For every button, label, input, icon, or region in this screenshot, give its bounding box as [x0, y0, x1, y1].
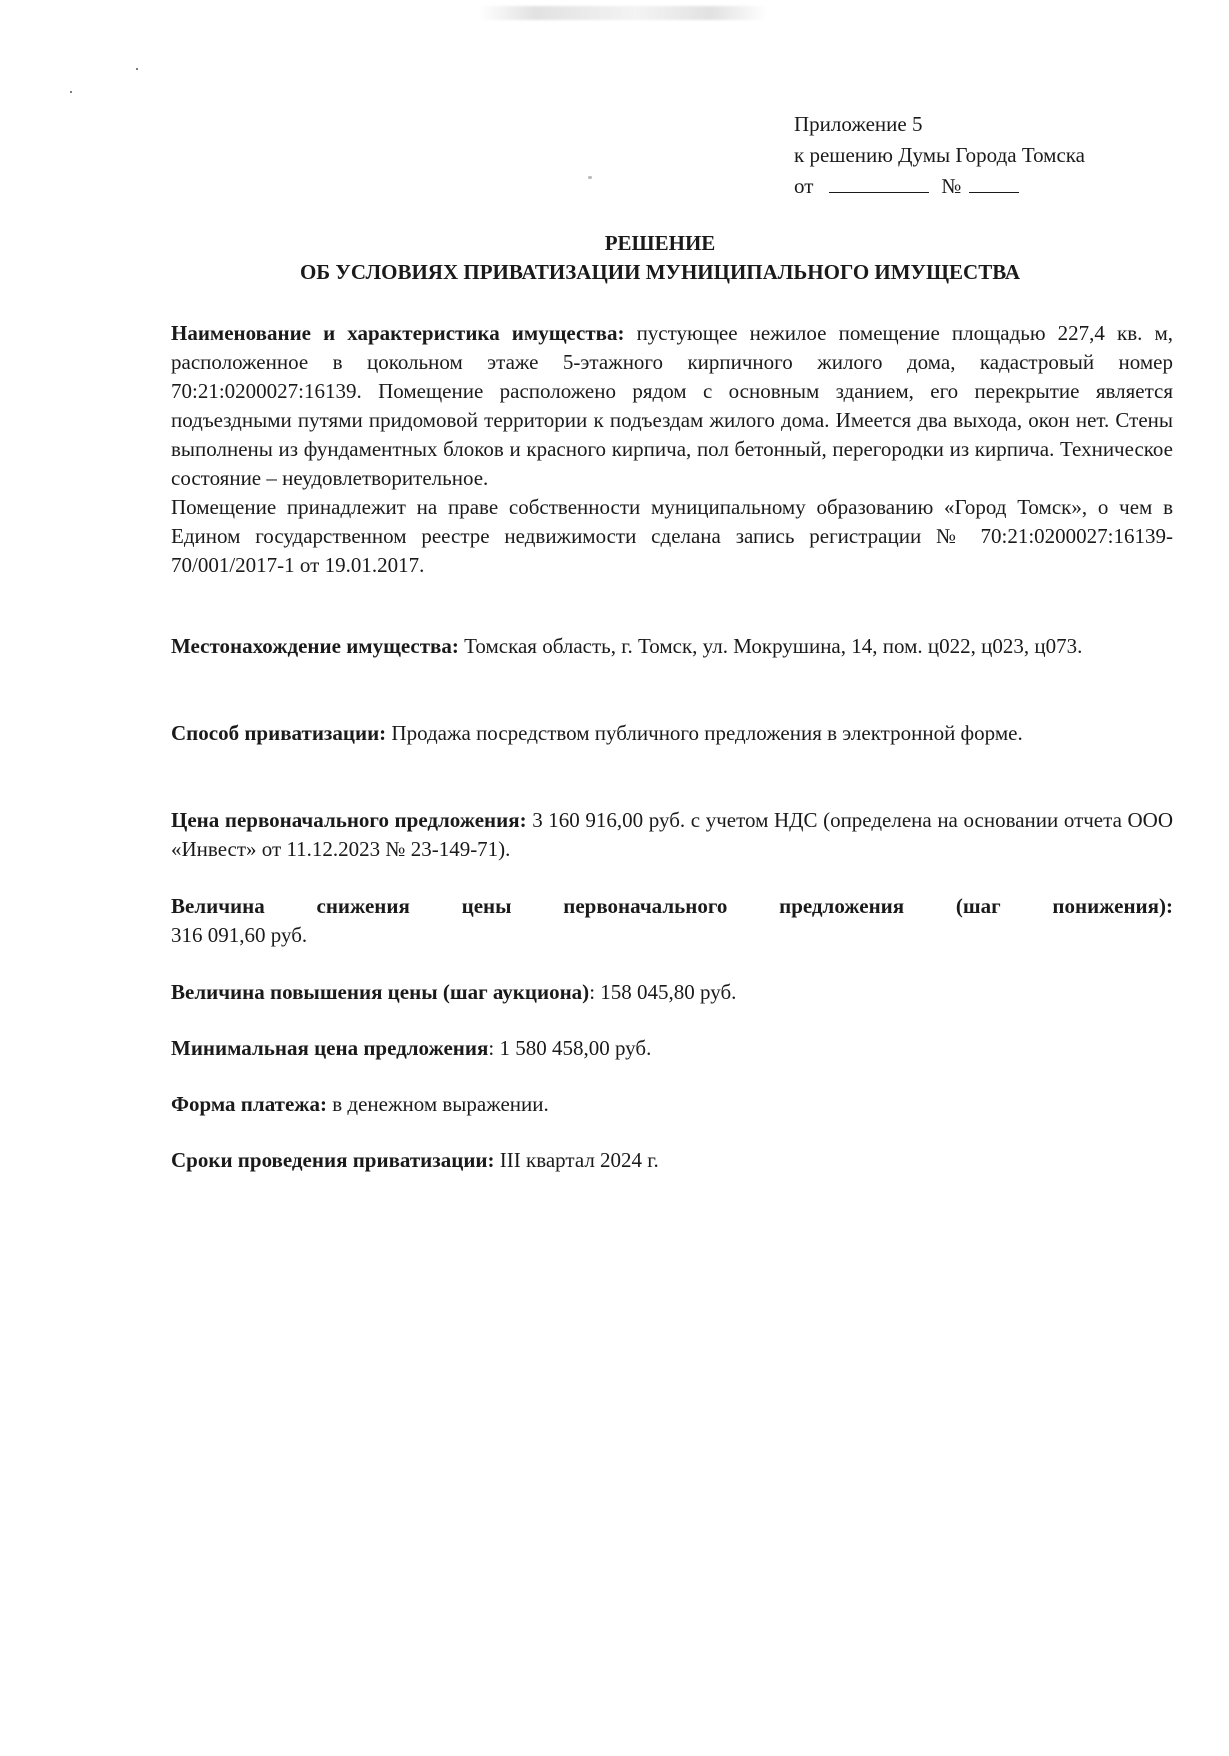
property-description-paragraph: [171, 319, 1173, 493]
section-payment-form: [171, 1090, 1173, 1119]
section-auction-step: [171, 978, 1173, 1007]
section-text: Продажа посредством публичного предложения в электронной форме.: [386, 721, 1023, 745]
section-label: Наименование и характеристика имущества:: [171, 321, 625, 345]
section-label: Местонахождение имущества:: [171, 634, 459, 658]
scan-artifact: [70, 91, 72, 93]
scan-artifact: [136, 68, 138, 70]
section-property-description: [171, 319, 1173, 580]
section-privatization-terms: [171, 1146, 1173, 1175]
date-blank: [829, 172, 929, 193]
section-label: Форма платежа:: [171, 1092, 328, 1116]
section-location: [171, 632, 1173, 661]
section-text: : 158 045,80 руб.: [589, 980, 737, 1004]
section-label: Сроки проведения приватизации:: [171, 1148, 495, 1172]
appendix-reference: к решению Думы Города Томска: [794, 143, 1085, 167]
section-label: Величина повышения цены (шаг аукциона): [171, 980, 590, 1004]
section-text: III квартал 2024 г.: [494, 1148, 659, 1172]
document-subtitle: ОБ УСЛОВИЯХ ПРИВАТИЗАЦИИ МУНИЦИПАЛЬНОГО ИМУЩЕСТВА: [299, 260, 1021, 284]
number-blank: [969, 172, 1019, 193]
section-text: : 1 580 458,00 руб.: [488, 1036, 652, 1060]
appendix-number: Приложение 5: [794, 112, 923, 136]
section-text: в денежном выражении.: [327, 1092, 549, 1116]
section-label: Минимальная цена предложения: [171, 1036, 489, 1060]
appendix-date-line: [794, 171, 1085, 202]
scan-artifact: [588, 176, 592, 179]
number-prefix: №: [941, 174, 962, 198]
section-initial-price: [171, 806, 1173, 864]
appendix-header: [794, 109, 1085, 202]
section-text: 3 160 916,00 руб. с учетом НДС (определена на основании отчета ООО «Инвест» от 11.12.2023 № 23-149-71).: [171, 808, 1173, 861]
document-title: РЕШЕНИЕ: [604, 231, 716, 255]
ownership-paragraph: Помещение принадлежит на праве собственности муниципальному образованию «Город Томск», о чем в Едином государственном реестре недвижимости сделана запись регистрации № 70:21:0200027:16139-70/001/2017-1 от 19.01.2017.: [171, 495, 1173, 577]
section-text: Томская область, г. Томск, ул. Мокрушина, 14, пом. ц022, ц023, ц073.: [458, 634, 1083, 658]
date-prefix: от: [794, 174, 814, 198]
section-label: Способ приватизации:: [171, 721, 387, 745]
section-label: Цена первоначального предложения:: [171, 808, 527, 832]
section-text: пустующее нежилое помещение площадью 227,4 кв. м, расположенное в цокольном этаже 5-этажного кирпичного жилого дома, кадастровый номер 70:21:0200027:16139. Помещение расположено рядом с основным зданием, его перекрытие является подъездными путями придомовой территории к подъездам жилого дома. Имеется два выхода, окон нет. Стены выполнены из фундаментных блоков и красного кирпича, пол бетонный, перегородки из кирпича. Техническое состояние – неудовлетворительное.: [171, 321, 1173, 490]
section-minimum-price: [171, 1034, 1173, 1063]
section-privatization-method: [171, 719, 1173, 748]
scan-artifact: [478, 6, 768, 20]
section-label: Величина снижения цены первоначального предложения (шаг понижения):: [171, 894, 1173, 918]
section-text: 316 091,60 руб.: [171, 923, 308, 947]
section-price-reduction-step: [171, 892, 1173, 950]
